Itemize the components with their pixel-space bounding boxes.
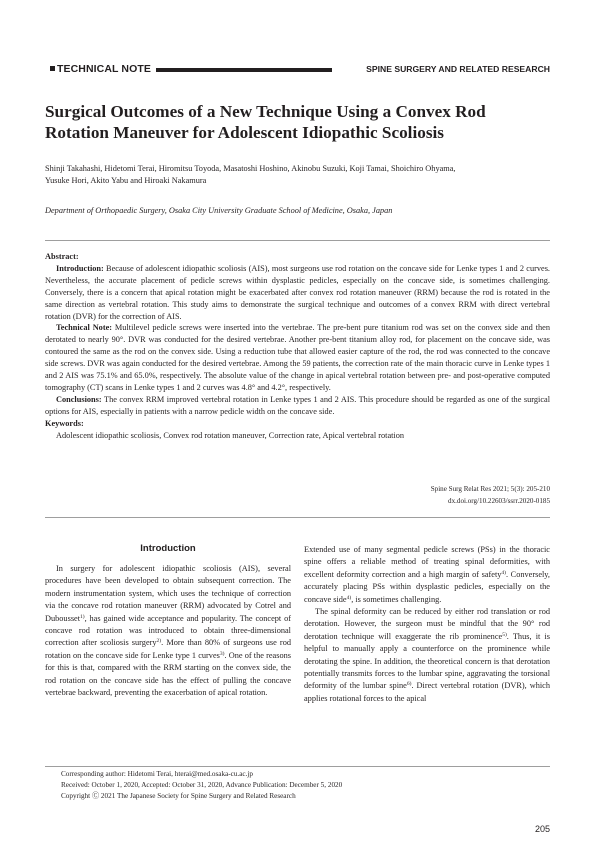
abstract-introduction: Introduction: Because of adolescent idiopathic scoliosis (AIS), most surgeons use rod rotation on the concave side for Lenke types 1 and 2 curves. Nevertheless, the accurate placement of pedicle screws within dysplastic pedicles, especially on the concave side, is sometimes challenging. Conversely, there is a concern that apical rotation might be exacerbated after convex rod rotation maneuver (RRM) because the rod is rotated in the same direction as vertebral rotation. This study aims to demonstrate the surgical technique and outcomes of a convex RRM with direct vertebral rotation (DVR) for the correction of AIS. <box>45 263 550 321</box>
article-type-label: TECHNICAL NOTE <box>50 63 151 75</box>
header-rule <box>156 68 332 72</box>
abstract <box>45 251 550 442</box>
section-heading-introduction: Introduction <box>140 543 196 554</box>
reference-link[interactable]: 4) <box>346 594 352 601</box>
abstract-heading: Abstract: <box>45 252 79 261</box>
reference-link[interactable]: 2) <box>156 638 162 645</box>
body-paragraph: Extended use of many segmental pedicle screws (PSs) in the thoracic spine offers a reliable method of treating spinal deformities, with excellent deformity correction and a high margin of safety$^{4)}$. Conversely, accurately placing PSs within dysplastic pedicles, especially on the concave side$^{4)}$, is sometimes challenging. <box>304 545 550 604</box>
reference-link[interactable]: 4) <box>501 569 507 576</box>
doi-link[interactable]: dx.doi.org/10.22603/ssrr.2020-0185 <box>448 497 550 505</box>
keywords-list: Adolescent idiopathic scoliosis, Convex rod rotation maneuver, Correction rate, Apical vertebral rotation <box>56 430 405 440</box>
author-list: Shinji Takahashi, Hidetomi Terai, Hiromitsu Toyoda, Masatoshi Hoshino, Akinobu Suzuki, Koji Tamai, Shoichiro Ohyama, Yusuke Hori, Akito Yabu and Hiroaki Nakamura <box>45 164 456 186</box>
journal-section-label: SPINE SURGERY AND RELATED RESEARCH <box>366 64 550 74</box>
reference-link[interactable]: 6) <box>406 681 412 688</box>
reference-link[interactable]: 5) <box>502 631 507 638</box>
copyright-notice: Copyright Ⓒ 2021 The Japanese Society for Spine Surgery and Related Research <box>61 791 296 800</box>
footnote-block <box>61 769 342 801</box>
body-column-left <box>45 543 291 699</box>
keywords-heading: Keywords: <box>45 418 84 428</box>
abstract-bottom-rule <box>45 517 550 518</box>
abstract-conclusions: Conclusions: The convex RRM improved vertebral rotation in Lenke types 1 and 2 AIS. This procedure should be regarded as one of the surgical options for AIS, especially in patients with a narrow pedicle width on the concave side. <box>45 394 550 416</box>
square-bullet-icon <box>50 66 55 71</box>
affiliation: Department of Orthopaedic Surgery, Osaka City University Graduate School of Medicine, Osaka, Japan <box>45 206 393 215</box>
body-column-right <box>304 544 550 705</box>
page-number: 205 <box>534 824 550 834</box>
journal-citation: Spine Surg Relat Res 2021; 5(3): 205-210 <box>430 485 550 493</box>
citation-block <box>431 483 550 507</box>
reference-link[interactable]: 3) <box>219 650 225 657</box>
publication-dates: Received: October 1, 2020, Accepted: October 31, 2020, Advance Publication: December 5, 2020 <box>61 780 343 789</box>
footer-rule <box>45 766 550 767</box>
corresponding-author: Corresponding author: Hidetomi Terai, hterai@med.osaka-cu.ac.jp <box>61 770 254 778</box>
abstract-top-rule <box>45 240 550 241</box>
reference-link[interactable]: 1) <box>80 613 85 620</box>
body-paragraph: The spinal deformity can be reduced by either rod translation or rod derotation. However, the surgeon must be mindful that the 90° rod derotation technique will exaggerate the rib prominence$^{5)}$. Thus, it is helpful to manually apply a counterforce on the prominence while derotating the spine. In addition, the theoretical concern is that derotation potentially transmits forces to the lumbar spine, aggravating the torsional deformity of the lumbar spine$^{6)}$. Direct vertebral rotation (DVR), which applies rotational forces to the apical <box>304 607 550 703</box>
running-header <box>50 63 550 77</box>
abstract-technical-note: Technical Note: Multilevel pedicle screws were inserted into the vertebrae. The pre-bent pure titanium rod was set on the convex side and then derotated to nearly 90°. DVR was conducted for the desired vertebrae. Another pre-bent titanium alloy rod, for placement on the concave side, was contoured the same as the rod on the convex side. Using a reduction tube that allowed easier capture of the rod, the rod was connected to the concave side screws. DVR was again conducted for the desired vertebrae. Among the 59 patients, the correction rate of the main thoracic curve in Lenke types 1 and 2 AIS was 75.1% and 65.0%, respectively. The absolute value of the change in apical vertebral rotation between pre- and post-operative computed tomography (CT) scans in Lenke types 1 and 2 curves was 4.8° and 4.2°, respectively. <box>45 323 550 392</box>
article-title: Surgical Outcomes of a New Technique Using a Convex Rod Rotation Maneuver for Adolescent Idiopathic Scoliosis <box>45 102 486 142</box>
body-paragraph: In surgery for adolescent idiopathic scoliosis (AIS), several procedures have been developed to obtain subsequent correction. The modern instrumentation system, which uses the technique of correction via the concave rod rotation maneuver (RRM) advocated by Cotrel and Dubousset$^{1)}$, has gained wide acceptance and popularity. The concept of concave rod rotation was introduced to obtain three-dimensional correction after scoliosis surgery$^{2)}$. More than 80% of surgeons use rod rotation on the concave side for Lenke type 1 curves$^{3)}$. One of the reasons for this is that, compared with the RRM starting on the convex side, the rod rotation on the concave side has the effect of pulling the concave vertebrae backward, preventing the exacerbation of apical rotation. <box>45 564 291 698</box>
